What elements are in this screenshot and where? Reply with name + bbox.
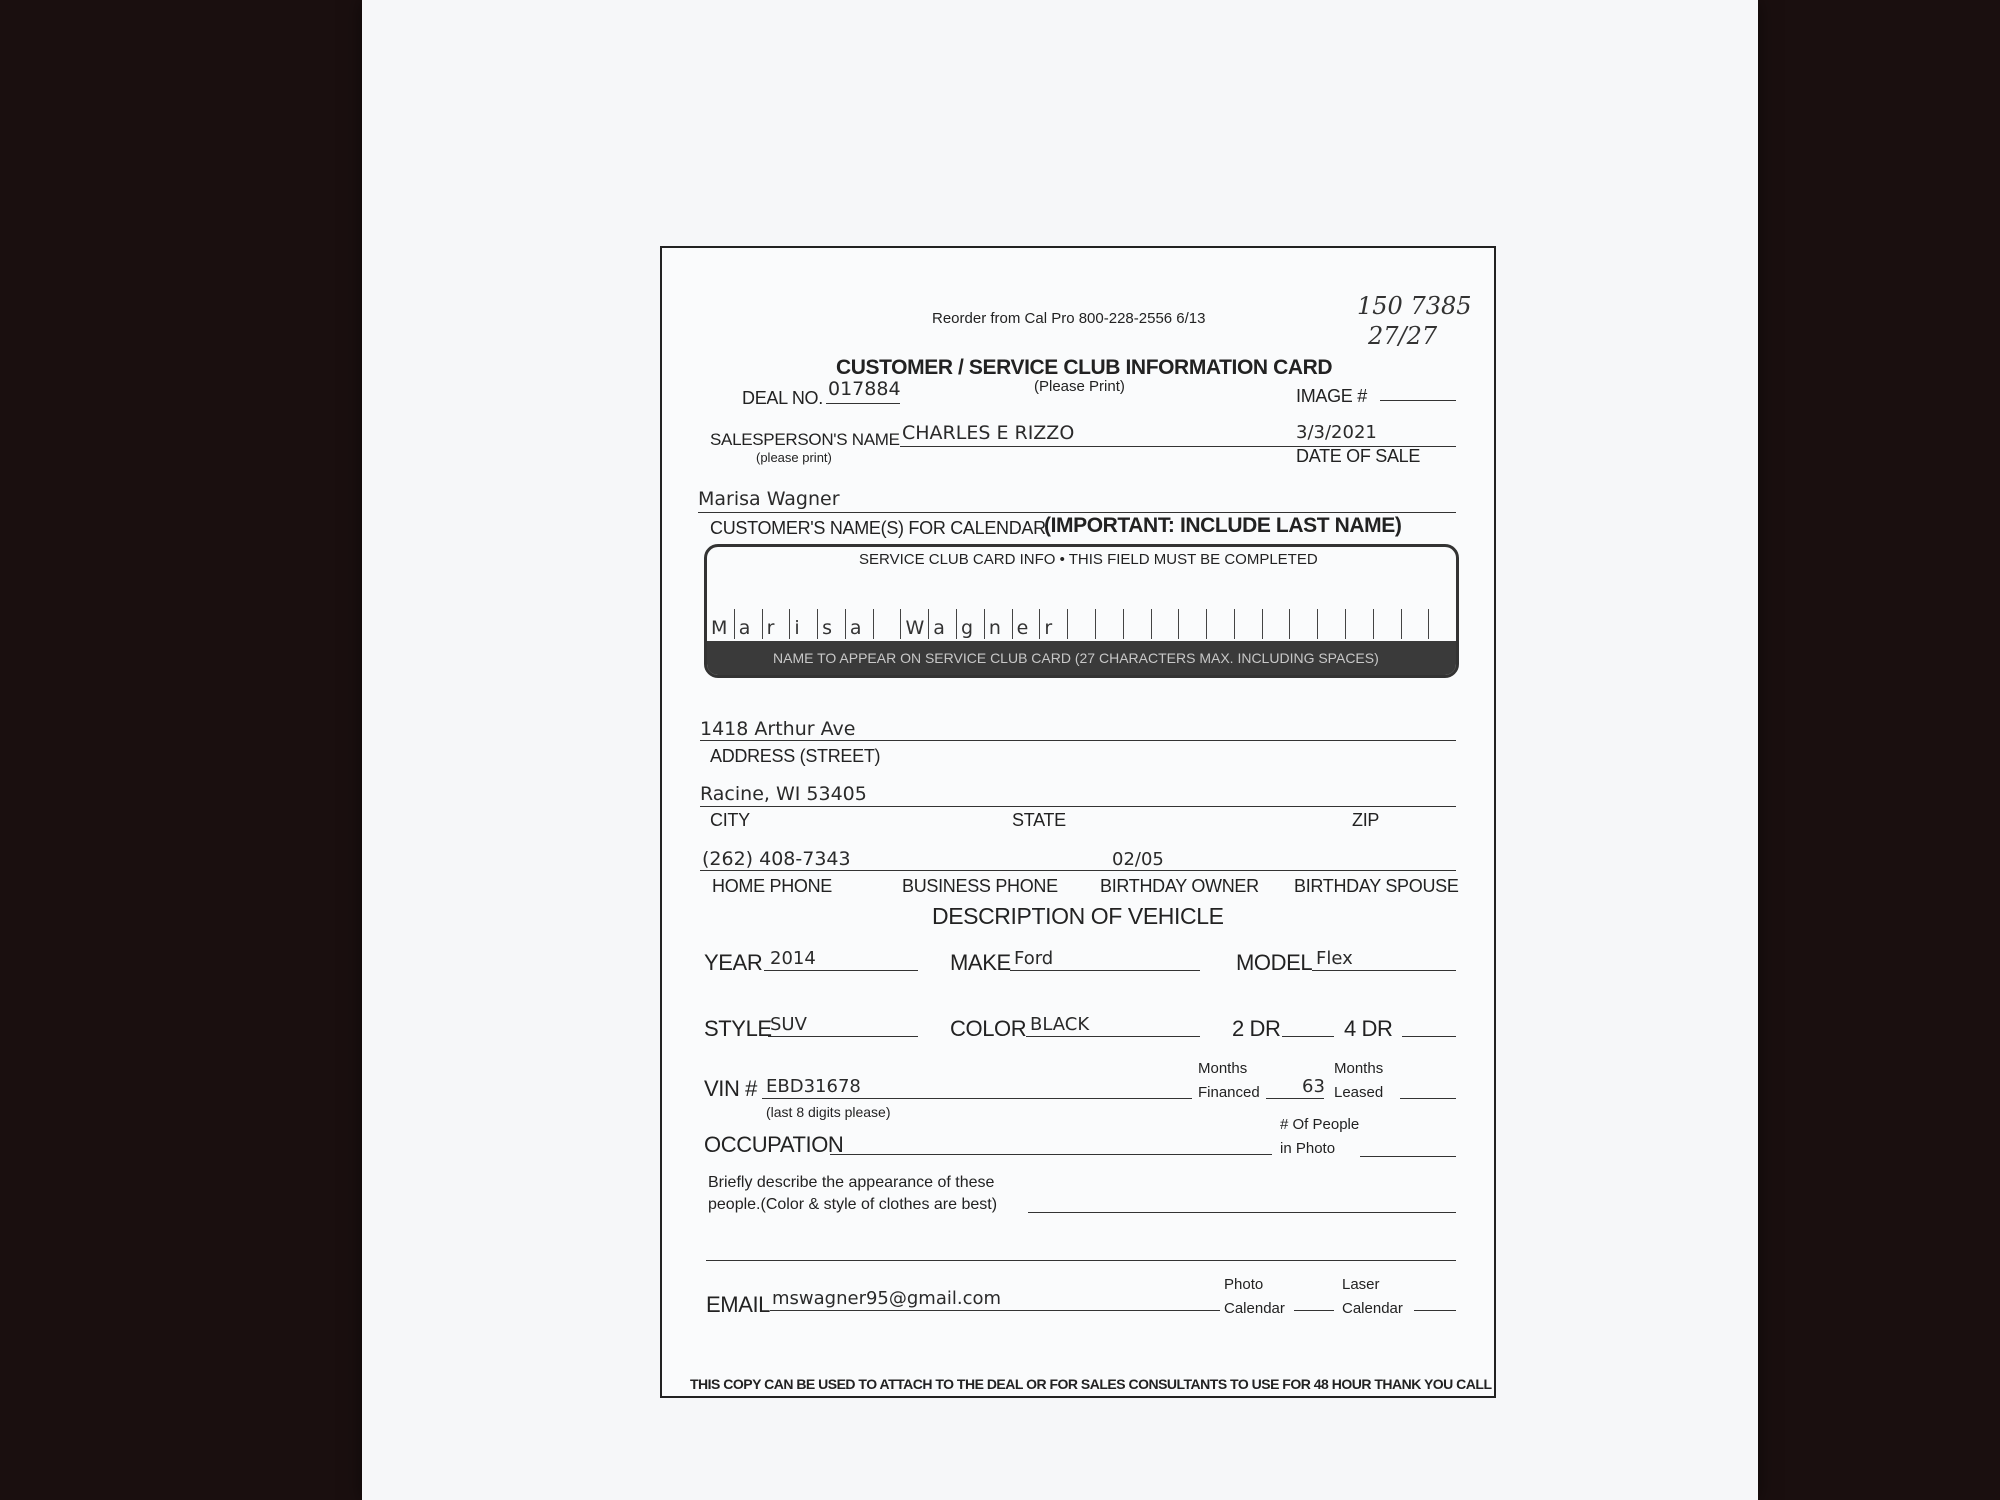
months-leased-label-top: Months	[1334, 1060, 1384, 1077]
character-value: n	[988, 617, 1001, 639]
date-of-sale-label: DATE OF SALE	[1296, 446, 1421, 466]
image-label: IMAGE #	[1296, 386, 1367, 406]
handwritten-number: 150 7385	[1357, 292, 1472, 320]
months-financed-label-top: Months	[1198, 1060, 1248, 1077]
character-box	[707, 609, 734, 639]
style-label: STYLE	[704, 1016, 772, 1041]
character-value: e	[1016, 617, 1029, 639]
character-box	[1317, 609, 1345, 639]
make-value: Ford	[1014, 948, 1054, 969]
home-phone-label: HOME PHONE	[712, 876, 833, 896]
describe-label-line-1: Briefly describe the appearance of these	[708, 1174, 995, 1191]
information-card	[660, 246, 1496, 1398]
email-value: mswagner95@gmail.com	[772, 1288, 1002, 1309]
address-label: ADDRESS (STREET)	[710, 746, 881, 766]
form-title: CUSTOMER / SERVICE CLUB INFORMATION CARD	[836, 356, 1333, 379]
laser-calendar-label-1: Laser	[1342, 1276, 1380, 1293]
vin-sub: (last 8 digits please)	[766, 1104, 891, 1120]
character-value: i	[794, 617, 800, 639]
please-print-note: (Please Print)	[1034, 378, 1125, 395]
describe-label-line-2: people.(Color & style of clothes are best)	[708, 1196, 998, 1213]
character-box	[817, 609, 845, 639]
character-value: a	[738, 617, 751, 639]
service-club-box	[704, 544, 1459, 678]
four-door-label: 4 DR	[1344, 1016, 1393, 1041]
character-box	[845, 609, 873, 639]
year-label: YEAR	[704, 950, 763, 975]
state-label: STATE	[1012, 810, 1066, 830]
character-box	[1178, 609, 1206, 639]
character-box	[1206, 609, 1234, 639]
service-club-bar	[707, 641, 1456, 675]
character-box	[789, 609, 817, 639]
character-box	[956, 609, 984, 639]
business-phone-label: BUSINESS PHONE	[902, 876, 1058, 896]
service-club-header: SERVICE CLUB CARD INFO • THIS FIELD MUST BE COMPLETED	[859, 551, 1318, 568]
vin-label: VIN #	[704, 1076, 758, 1101]
character-box	[1067, 609, 1095, 639]
character-box	[984, 609, 1012, 639]
character-boxes	[707, 609, 1456, 639]
character-box	[928, 609, 956, 639]
handwritten-count: 27/27	[1368, 322, 1438, 350]
birthday-owner-label: BIRTHDAY OWNER	[1100, 876, 1259, 896]
financed-label: Financed	[1198, 1084, 1260, 1101]
character-box	[1401, 609, 1429, 639]
months-financed-value: 63	[1302, 1076, 1325, 1097]
character-box	[1345, 609, 1373, 639]
birthday-spouse-label: BIRTHDAY SPOUSE	[1294, 876, 1459, 896]
deal-no-value: 017884	[828, 378, 901, 400]
date-of-sale-value: 3/3/2021	[1296, 422, 1377, 443]
character-value: r	[766, 617, 775, 639]
character-value: r	[1044, 617, 1053, 639]
reorder-text: Reorder from Cal Pro 800-228-2556 6/13	[932, 310, 1206, 327]
city-label: CITY	[710, 810, 750, 830]
salesperson-sub: (please print)	[756, 450, 832, 465]
character-box	[1428, 609, 1456, 639]
character-box	[1373, 609, 1401, 639]
laser-calendar-label-2: Calendar	[1342, 1300, 1403, 1317]
customer-name-label: CUSTOMER'S NAME(S) FOR CALENDAR	[710, 518, 1046, 538]
salesperson-value: CHARLES E RIZZO	[902, 422, 1075, 444]
style-value: SUV	[770, 1014, 807, 1035]
character-value: a	[849, 617, 862, 639]
address-value: 1418 Arthur Ave	[700, 718, 856, 740]
vehicle-section-title: DESCRIPTION OF VEHICLE	[932, 903, 1224, 929]
email-label: EMAIL	[706, 1292, 771, 1317]
character-box	[734, 609, 762, 639]
character-box	[1039, 609, 1067, 639]
character-box	[873, 609, 901, 639]
character-box	[762, 609, 790, 639]
service-club-footer: NAME TO APPEAR ON SERVICE CLUB CARD (27 CHARACTERS MAX. INCLUDING SPACES)	[773, 650, 1379, 666]
make-label: MAKE	[950, 950, 1011, 975]
character-box	[1289, 609, 1317, 639]
color-value: BLACK	[1030, 1014, 1090, 1035]
character-value: M	[711, 617, 728, 639]
character-box	[1123, 609, 1151, 639]
leased-label: Leased	[1334, 1084, 1384, 1101]
birthday-owner-value: 02/05	[1112, 849, 1164, 870]
character-box	[1151, 609, 1179, 639]
people-count-label-2: in Photo	[1280, 1140, 1336, 1157]
character-box	[1095, 609, 1123, 639]
year-value: 2014	[770, 948, 816, 969]
photo-calendar-label-1: Photo	[1224, 1276, 1264, 1293]
people-count-label-1: # Of People	[1280, 1116, 1360, 1133]
model-label: MODEL	[1236, 950, 1313, 975]
character-box	[900, 609, 928, 639]
home-phone-value: (262) 408-7343	[702, 848, 851, 870]
character-value: s	[822, 617, 833, 639]
customer-name-important: (IMPORTANT: INCLUDE LAST NAME)	[1044, 514, 1402, 537]
zip-label: ZIP	[1352, 810, 1380, 830]
character-box	[1262, 609, 1290, 639]
vin-value: EBD31678	[766, 1076, 861, 1097]
customer-name-value: Marisa Wagner	[698, 488, 840, 510]
character-value: W	[905, 617, 925, 639]
two-door-label: 2 DR	[1232, 1016, 1281, 1041]
character-value: g	[961, 617, 974, 639]
color-label: COLOR	[950, 1016, 1027, 1041]
character-value: a	[933, 617, 945, 639]
salesperson-label: SALESPERSON'S NAME	[710, 430, 900, 449]
character-box	[1234, 609, 1262, 639]
occupation-label: OCCUPATION	[704, 1132, 844, 1157]
city-state-zip-value: Racine, WI 53405	[700, 783, 867, 805]
footer-note: THIS COPY CAN BE USED TO ATTACH TO THE DEAL OR FOR SALES CONSULTANTS TO USE FOR 48 HOUR THANK YOU CALL	[690, 1376, 1492, 1392]
photo-calendar-label-2: Calendar	[1224, 1300, 1285, 1317]
deal-no-label: DEAL NO.	[742, 388, 823, 408]
character-box	[1012, 609, 1040, 639]
model-value: Flex	[1316, 948, 1353, 969]
